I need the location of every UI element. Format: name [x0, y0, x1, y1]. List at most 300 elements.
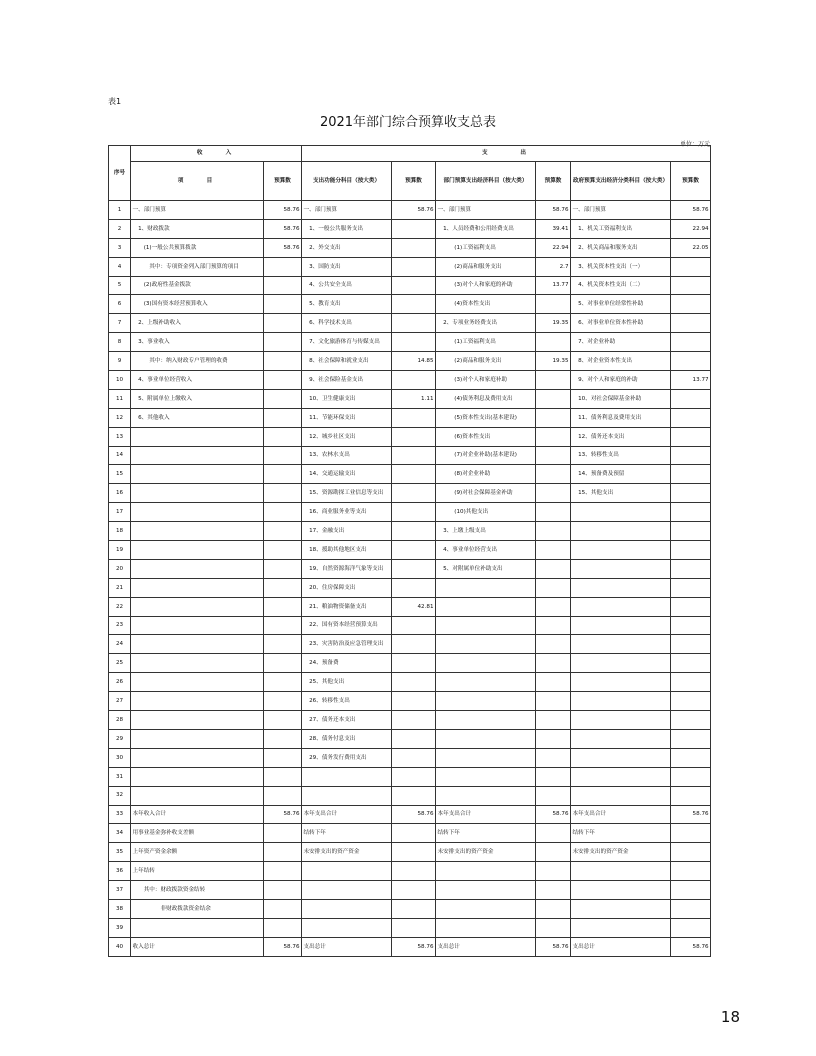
func-class-value [392, 654, 436, 673]
income-value [264, 635, 302, 654]
income-value [264, 654, 302, 673]
table-row [109, 843, 711, 862]
row-seq: 16 [109, 484, 131, 503]
income-value [264, 559, 302, 578]
func-class-item: 9、社会保险基金支出 [302, 371, 392, 390]
func-class-value [392, 484, 436, 503]
dept-econ-item: (3)对个人和家庭补助 [436, 371, 536, 390]
func-class-value [392, 824, 436, 843]
dept-econ-value: 19.35 [536, 352, 571, 371]
dept-econ-item [436, 635, 536, 654]
gov-econ-item [571, 503, 671, 522]
income-value: 58.76 [264, 805, 302, 824]
row-seq: 27 [109, 692, 131, 711]
gov-econ-value [671, 899, 711, 918]
dept-econ-item [436, 918, 536, 937]
gov-econ-item [571, 654, 671, 673]
table-row [109, 899, 711, 918]
income-value [264, 786, 302, 805]
row-seq: 12 [109, 408, 131, 427]
dept-econ-value [536, 881, 571, 900]
income-value: 58.76 [264, 219, 302, 238]
dept-econ-item [436, 673, 536, 692]
dept-econ-value [536, 673, 571, 692]
income-value: 58.76 [264, 201, 302, 220]
gov-econ-value [671, 522, 711, 541]
gov-econ-item: 8、对企业资本性支出 [571, 352, 671, 371]
func-class-item: 8、社会保障和就业支出 [302, 352, 392, 371]
dept-econ-value [536, 635, 571, 654]
dept-econ-item: (2)商品和服务支出 [436, 257, 536, 276]
func-class-item: 23、灾害防治及应急管理支出 [302, 635, 392, 654]
gov-econ-value [671, 352, 711, 371]
header-budget-dept: 预算数 [536, 162, 571, 201]
dept-econ-value [536, 767, 571, 786]
dept-econ-value: 19.35 [536, 314, 571, 333]
func-class-value [392, 881, 436, 900]
table-row [109, 862, 711, 881]
table-row [109, 333, 711, 352]
gov-econ-item [571, 541, 671, 560]
dept-econ-value [536, 522, 571, 541]
row-seq: 30 [109, 748, 131, 767]
header-dept-econ: 部门预算支出经济科目（按大类） [436, 162, 536, 201]
income-item [131, 578, 264, 597]
func-class-item: 一、部门预算 [302, 201, 392, 220]
header-func-class: 支出功能分科目（按大类） [302, 162, 392, 201]
row-seq: 25 [109, 654, 131, 673]
row-seq: 2 [109, 219, 131, 238]
gov-econ-value [671, 257, 711, 276]
row-seq: 3 [109, 238, 131, 257]
dept-econ-item [436, 616, 536, 635]
income-item: 3、事业收入 [131, 333, 264, 352]
gov-econ-item: 一、部门预算 [571, 201, 671, 220]
income-value [264, 484, 302, 503]
income-value [264, 371, 302, 390]
row-seq: 38 [109, 899, 131, 918]
gov-econ-item: 13、转移性支出 [571, 446, 671, 465]
table-row [109, 635, 711, 654]
func-class-value [392, 616, 436, 635]
gov-econ-value [671, 314, 711, 333]
dept-econ-item: 支出总计 [436, 937, 536, 956]
row-seq: 31 [109, 767, 131, 786]
dept-econ-value [536, 862, 571, 881]
gov-econ-item [571, 522, 671, 541]
income-value [264, 333, 302, 352]
func-class-value: 14.85 [392, 352, 436, 371]
row-seq: 32 [109, 786, 131, 805]
func-class-item: 5、教育支出 [302, 295, 392, 314]
gov-econ-value [671, 711, 711, 730]
dept-econ-item [436, 786, 536, 805]
func-class-value [392, 843, 436, 862]
table-label: 表1 [108, 97, 122, 106]
table-row [109, 673, 711, 692]
table-row [109, 654, 711, 673]
row-seq: 15 [109, 465, 131, 484]
gov-econ-value [671, 616, 711, 635]
dept-econ-item [436, 711, 536, 730]
gov-econ-item: 3、机关资本性支出（一） [571, 257, 671, 276]
header-seq: 序号 [109, 146, 131, 201]
func-class-item [302, 862, 392, 881]
gov-econ-value [671, 767, 711, 786]
table-row [109, 786, 711, 805]
table-row [109, 918, 711, 937]
row-seq: 9 [109, 352, 131, 371]
income-value [264, 918, 302, 937]
table-row [109, 711, 711, 730]
income-value [264, 276, 302, 295]
func-class-value [392, 427, 436, 446]
func-class-value [392, 371, 436, 390]
dept-econ-item [436, 578, 536, 597]
dept-econ-value [536, 824, 571, 843]
gov-econ-item: 15、其他支出 [571, 484, 671, 503]
gov-econ-item [571, 673, 671, 692]
gov-econ-item: 支出总计 [571, 937, 671, 956]
gov-econ-item [571, 711, 671, 730]
income-value [264, 824, 302, 843]
table-row [109, 295, 711, 314]
dept-econ-value [536, 918, 571, 937]
row-seq: 24 [109, 635, 131, 654]
gov-econ-value: 13.77 [671, 371, 711, 390]
func-class-value [392, 635, 436, 654]
income-value [264, 352, 302, 371]
gov-econ-value [671, 541, 711, 560]
func-class-item [302, 786, 392, 805]
row-seq: 34 [109, 824, 131, 843]
gov-econ-item [571, 767, 671, 786]
func-class-item: 15、资源勘探工业信息等支出 [302, 484, 392, 503]
gov-econ-item [571, 559, 671, 578]
row-seq: 5 [109, 276, 131, 295]
gov-econ-value [671, 843, 711, 862]
income-value [264, 578, 302, 597]
gov-econ-item [571, 786, 671, 805]
income-value: 58.76 [264, 937, 302, 956]
gov-econ-item: 11、债务利息及费用支出 [571, 408, 671, 427]
dept-econ-value [536, 692, 571, 711]
dept-econ-item: 结转下年 [436, 824, 536, 843]
row-seq: 39 [109, 918, 131, 937]
dept-econ-value [536, 503, 571, 522]
gov-econ-item: 12、债务还本支出 [571, 427, 671, 446]
func-class-item: 28、债务付息支出 [302, 729, 392, 748]
func-class-value: 1.11 [392, 389, 436, 408]
func-class-value [392, 673, 436, 692]
table-row [109, 805, 711, 824]
gov-econ-item: 9、对个人和家庭的补助 [571, 371, 671, 390]
income-item: 上年结转 [131, 862, 264, 881]
table-row [109, 427, 711, 446]
dept-econ-value: 22.94 [536, 238, 571, 257]
row-seq: 11 [109, 389, 131, 408]
dept-econ-item [436, 862, 536, 881]
gov-econ-item [571, 597, 671, 616]
row-seq: 23 [109, 616, 131, 635]
dept-econ-value [536, 389, 571, 408]
gov-econ-item [571, 616, 671, 635]
header-row-group [109, 146, 711, 162]
row-seq: 4 [109, 257, 131, 276]
table-row [109, 389, 711, 408]
income-value [264, 541, 302, 560]
func-class-item: 18、援助其他地区支出 [302, 541, 392, 560]
income-item [131, 673, 264, 692]
gov-econ-item: 14、预备费及预留 [571, 465, 671, 484]
func-class-item: 10、卫生健康支出 [302, 389, 392, 408]
func-class-item: 17、金融支出 [302, 522, 392, 541]
row-seq: 20 [109, 559, 131, 578]
table-row [109, 597, 711, 616]
gov-econ-value [671, 673, 711, 692]
dept-econ-value [536, 654, 571, 673]
income-value [264, 257, 302, 276]
income-item [131, 503, 264, 522]
table-row [109, 692, 711, 711]
dept-econ-value [536, 446, 571, 465]
func-class-item: 26、转移性支出 [302, 692, 392, 711]
row-seq: 35 [109, 843, 131, 862]
gov-econ-value [671, 408, 711, 427]
row-seq: 29 [109, 729, 131, 748]
dept-econ-value [536, 541, 571, 560]
income-item: (2)政府性基金拨款 [131, 276, 264, 295]
table-row [109, 352, 711, 371]
dept-econ-item: (6)资本性支出 [436, 427, 536, 446]
dept-econ-item: 未安排支出的资产资金 [436, 843, 536, 862]
func-class-value [392, 314, 436, 333]
income-item: 一、部门预算 [131, 201, 264, 220]
income-value [264, 465, 302, 484]
func-class-item: 22、国有资本经营预算支出 [302, 616, 392, 635]
dept-econ-item: (10)其他支出 [436, 503, 536, 522]
func-class-value [392, 918, 436, 937]
func-class-value [392, 862, 436, 881]
dept-econ-item: (7)对企业补助(基本建设) [436, 446, 536, 465]
gov-econ-value [671, 446, 711, 465]
func-class-item: 19、自然资源海洋气象等支出 [302, 559, 392, 578]
row-seq: 26 [109, 673, 131, 692]
income-item: 4、事业单位经营收入 [131, 371, 264, 390]
gov-econ-value [671, 578, 711, 597]
func-class-value [392, 692, 436, 711]
func-class-value [392, 899, 436, 918]
func-class-item: 25、其他支出 [302, 673, 392, 692]
dept-econ-item: 4、事业单位经营支出 [436, 541, 536, 560]
gov-econ-value: 22.94 [671, 219, 711, 238]
income-value [264, 616, 302, 635]
income-item [131, 465, 264, 484]
func-class-value [392, 559, 436, 578]
header-expense-group: 支 出 [302, 146, 711, 162]
table-row [109, 484, 711, 503]
income-item [131, 692, 264, 711]
func-class-item: 本年支出合计 [302, 805, 392, 824]
income-value [264, 446, 302, 465]
table-row [109, 201, 711, 220]
gov-econ-value [671, 389, 711, 408]
header-income-group: 收 入 [131, 146, 302, 162]
income-item: 5、附属单位上缴收入 [131, 389, 264, 408]
func-class-item: 14、交通运输支出 [302, 465, 392, 484]
func-class-value [392, 257, 436, 276]
income-item: 1、财政拨款 [131, 219, 264, 238]
gov-econ-value [671, 918, 711, 937]
dept-econ-value [536, 295, 571, 314]
table-row [109, 616, 711, 635]
func-class-value [392, 786, 436, 805]
gov-econ-item [571, 578, 671, 597]
income-value [264, 314, 302, 333]
table-row [109, 371, 711, 390]
income-value [264, 673, 302, 692]
income-value [264, 522, 302, 541]
dept-econ-item [436, 767, 536, 786]
income-value [264, 408, 302, 427]
func-class-value [392, 276, 436, 295]
gov-econ-value [671, 748, 711, 767]
gov-econ-item: 4、机关资本性支出（二） [571, 276, 671, 295]
gov-econ-value [671, 333, 711, 352]
func-class-item [302, 767, 392, 786]
dept-econ-item [436, 597, 536, 616]
gov-econ-item: 本年支出合计 [571, 805, 671, 824]
gov-econ-item: 6、对事业单位资本性补助 [571, 314, 671, 333]
income-item [131, 446, 264, 465]
dept-econ-value [536, 559, 571, 578]
income-item: 其中：纳入财政专户管理的收费 [131, 352, 264, 371]
func-class-item [302, 918, 392, 937]
table-row [109, 522, 711, 541]
gov-econ-item [571, 862, 671, 881]
table-row [109, 748, 711, 767]
row-seq: 18 [109, 522, 131, 541]
func-class-item: 21、粮油物资储备支出 [302, 597, 392, 616]
row-seq: 8 [109, 333, 131, 352]
income-value [264, 427, 302, 446]
gov-econ-item [571, 748, 671, 767]
income-item: 收入总计 [131, 937, 264, 956]
income-item [131, 597, 264, 616]
dept-econ-value: 58.76 [536, 937, 571, 956]
income-item: 用事业基金弥补收支差额 [131, 824, 264, 843]
page-number: 18 [720, 1008, 740, 1026]
func-class-value: 42.81 [392, 597, 436, 616]
income-value [264, 881, 302, 900]
dept-econ-item: 1、人员经费和公用经费支出 [436, 219, 536, 238]
dept-econ-item: 2、专项业务经费支出 [436, 314, 536, 333]
func-class-value [392, 333, 436, 352]
dept-econ-item: (2)商品和服务支出 [436, 352, 536, 371]
dept-econ-item: (5)资本性支出(基本建设) [436, 408, 536, 427]
table-row [109, 541, 711, 560]
gov-econ-value [671, 654, 711, 673]
gov-econ-item: 2、机关商品和服务支出 [571, 238, 671, 257]
dept-econ-value [536, 333, 571, 352]
dept-econ-value [536, 786, 571, 805]
func-class-value [392, 578, 436, 597]
gov-econ-item [571, 635, 671, 654]
table-row [109, 729, 711, 748]
row-seq: 21 [109, 578, 131, 597]
header-gov-econ: 政府预算支出经济分类科目（按大类） [571, 162, 671, 201]
table-row [109, 219, 711, 238]
income-value [264, 767, 302, 786]
func-class-value [392, 767, 436, 786]
income-item [131, 918, 264, 937]
dept-econ-item: (4)债务利息及费用支出 [436, 389, 536, 408]
dept-econ-item: 3、上缴上级支出 [436, 522, 536, 541]
func-class-value [392, 729, 436, 748]
row-seq: 10 [109, 371, 131, 390]
income-item [131, 559, 264, 578]
table-body [109, 146, 711, 957]
dept-econ-value: 58.76 [536, 805, 571, 824]
income-item: (1)一般公共预算拨款 [131, 238, 264, 257]
income-value [264, 862, 302, 881]
income-item [131, 786, 264, 805]
header-budget-income: 预算数 [264, 162, 302, 201]
unit-label: 单位：万元 [679, 141, 710, 148]
func-class-value [392, 503, 436, 522]
dept-econ-value [536, 427, 571, 446]
dept-econ-value [536, 578, 571, 597]
func-class-value [392, 446, 436, 465]
func-class-value [392, 408, 436, 427]
table-row [109, 408, 711, 427]
income-item [131, 748, 264, 767]
income-item [131, 427, 264, 446]
func-class-item: 7、文化旅游体育与传媒支出 [302, 333, 392, 352]
func-class-item: 20、住房保障支出 [302, 578, 392, 597]
dept-econ-item [436, 899, 536, 918]
row-seq: 22 [109, 597, 131, 616]
income-value [264, 899, 302, 918]
income-item [131, 729, 264, 748]
dept-econ-item: 本年支出合计 [436, 805, 536, 824]
func-class-value [392, 465, 436, 484]
gov-econ-value [671, 729, 711, 748]
func-class-item: 11、节能环保支出 [302, 408, 392, 427]
gov-econ-item: 7、对企业补助 [571, 333, 671, 352]
table-row [109, 578, 711, 597]
income-item [131, 484, 264, 503]
func-class-value [392, 748, 436, 767]
table-row [109, 881, 711, 900]
gov-econ-value [671, 427, 711, 446]
table-row [109, 257, 711, 276]
income-value [264, 295, 302, 314]
table-row [109, 446, 711, 465]
gov-econ-item [571, 918, 671, 937]
dept-econ-value [536, 465, 571, 484]
dept-econ-value [536, 371, 571, 390]
func-class-item [302, 899, 392, 918]
gov-econ-item [571, 692, 671, 711]
row-seq: 40 [109, 937, 131, 956]
func-class-value: 58.76 [392, 201, 436, 220]
func-class-value [392, 295, 436, 314]
dept-econ-item [436, 748, 536, 767]
income-item: 本年收入合计 [131, 805, 264, 824]
gov-econ-item: 结转下年 [571, 824, 671, 843]
row-seq: 19 [109, 541, 131, 560]
